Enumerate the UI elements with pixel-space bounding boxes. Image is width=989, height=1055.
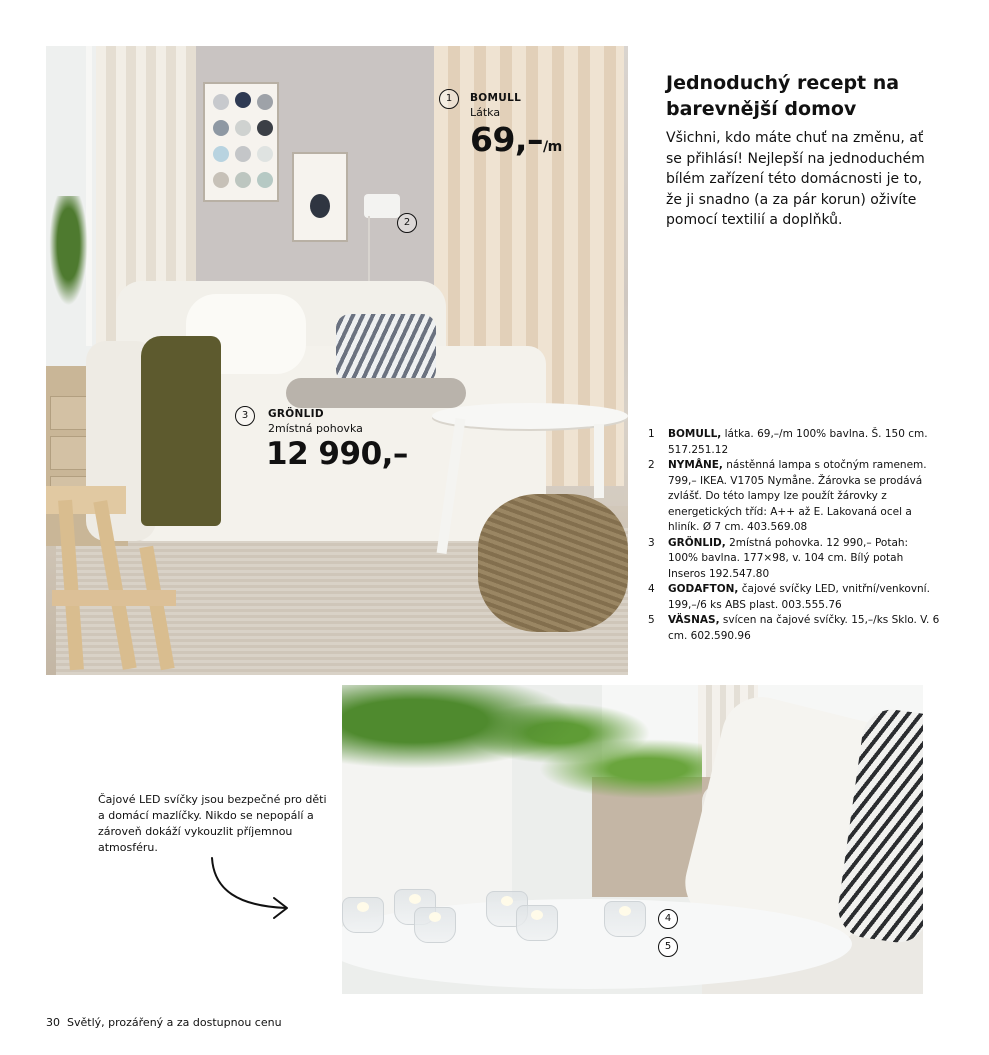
spec-text: látka. 69,–/m 100% bavlna. Š. 150 cm. 517.251.12 <box>668 428 928 456</box>
photo-caption: Čajové LED svíčky jsou bezpečné pro děti a domácí mazlíčky. Nikdo se nepopálí a zároveň dokáží vykouzlit příjemnou atmosféru. <box>98 793 327 854</box>
gronlid-tag-name: GRÖNLID <box>268 408 324 420</box>
sheepskin <box>286 378 466 408</box>
spec-name: NYMÅNE, <box>668 459 723 471</box>
tealight-holder <box>604 901 646 937</box>
striped-cushion <box>336 314 436 384</box>
spec-text: čajové svíčky LED, vnitřní/venkovní. 199,–/6 ks ABS plast. 003.555.76 <box>668 583 930 611</box>
spec-item <box>648 536 940 583</box>
section-title: Světlý, prozářený a za dostupnou cenu <box>67 1016 282 1029</box>
bomull-tag-name: BOMULL <box>470 92 522 104</box>
spec-number: 1 <box>648 428 655 440</box>
table-leg <box>594 424 604 498</box>
tealight-holder <box>342 897 384 933</box>
spec-number: 5 <box>648 614 655 626</box>
spec-item <box>648 582 940 613</box>
spec-item <box>648 458 940 536</box>
intro-text: Všichni, kdo máte chuť na změnu, ať se přihlásí! Nejlepší na jednoduchém bílém zařízení této domácnosti je to, že ji snadno (a za pár korun) oživíte pomocí textilií a doplňků. <box>666 130 925 228</box>
curved-arrow-icon <box>208 854 292 924</box>
item-number-badge: 1 <box>439 89 459 109</box>
item-number-badge: 5 <box>658 937 678 957</box>
spec-text: nástěnná lampa s otočným ramenem. 799,– IKEA. V1705 Nymåne. Žárovka se prodává zvlášť. Do této lampy lze použít žárovky z energetických tříd: A++ až E. Lakovaná ocel a hliník. Ø 7 cm. 403.569.08 <box>668 459 927 533</box>
bomull-price: 69,–/m <box>470 120 562 159</box>
window-plant <box>46 196 91 316</box>
tealight-holder <box>414 907 456 943</box>
spec-name: BOMULL, <box>668 428 722 440</box>
small-art-frame <box>292 152 348 242</box>
living-room-photo <box>46 46 628 675</box>
spec-text: 2místná pohovka. 12 990,– Potah: 100% bavlna. 177×98, v. 104 cm. Bílý potah Inseros 192.547.80 <box>668 536 909 580</box>
spec-number: 3 <box>648 536 655 549</box>
wooden-step-stool <box>46 486 176 666</box>
spec-name: GODAFTON, <box>668 583 739 595</box>
spec-number: 2 <box>648 459 655 471</box>
gronlid-tag-desc: 2místná pohovka <box>268 422 363 435</box>
spec-name: VÄSNAS, <box>668 614 720 626</box>
woven-pouf <box>478 494 628 632</box>
spec-text: svícen na čajové svíčky. 15,–/ks Sklo. V. 6 cm. 602.590.96 <box>668 614 940 642</box>
tealight-photo <box>342 685 923 994</box>
price-unit: /m <box>542 139 562 155</box>
wall-lamp <box>364 194 400 218</box>
gronlid-price: 12 990,– <box>266 436 408 472</box>
page-number: 30 <box>46 1016 60 1029</box>
spec-name: GRÖNLID, <box>668 536 726 549</box>
page-footer <box>46 1016 282 1029</box>
spec-number: 4 <box>648 583 655 595</box>
item-number-badge: 2 <box>397 213 417 233</box>
page-headline: Jednoduchý recept na barevnější domov <box>666 72 900 120</box>
dot-art-frame <box>203 82 279 202</box>
spec-item <box>648 613 940 644</box>
tealight-holder <box>516 905 558 941</box>
spec-item <box>648 427 940 458</box>
plant-leaves <box>342 685 702 805</box>
bomull-tag-desc: Látka <box>470 106 501 119</box>
item-number-badge: 4 <box>658 909 678 929</box>
item-number-badge: 3 <box>235 406 255 426</box>
product-spec-list <box>648 427 940 644</box>
